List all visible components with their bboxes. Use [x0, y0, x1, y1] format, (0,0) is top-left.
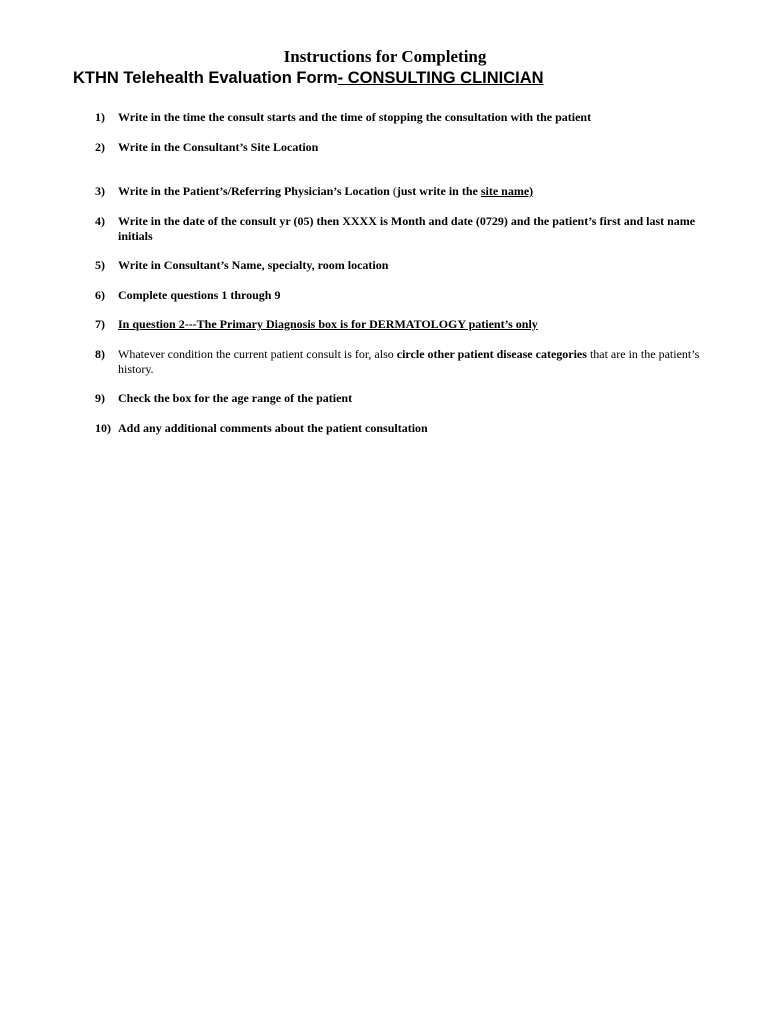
item-text: [118, 347, 705, 377]
item-number: 3): [95, 184, 105, 198]
item-number: 5): [95, 258, 105, 272]
page-title: Instructions for Completing: [283, 47, 487, 66]
item-number: 2): [95, 140, 105, 154]
item-text-part: that are in the patient’s history.: [118, 347, 700, 376]
item-text: In question 2---The Primary Diagnosis box is for DERMATOLOGY patient’s only: [118, 317, 538, 331]
item-text: Check the box for the age range of the patient: [118, 391, 353, 405]
form-title: [73, 68, 544, 88]
instruction-item-2: [95, 140, 705, 155]
item-text: Write in Consultant’s Name, specialty, room location: [118, 258, 389, 272]
item-text: [118, 184, 705, 199]
item-number: 7): [95, 317, 105, 331]
instruction-item-10: [95, 421, 705, 436]
instruction-item-1: [95, 110, 705, 125]
instruction-item-4: [95, 214, 705, 244]
item-number: 6): [95, 288, 105, 302]
instruction-item-7: [95, 317, 705, 332]
instruction-item-3: [95, 184, 705, 199]
item-text-part: site name): [480, 184, 534, 198]
instruction-item-6: [95, 288, 705, 303]
item-text: Add any additional comments about the patient consultation: [118, 421, 428, 435]
item-number: 4): [95, 214, 105, 228]
item-text-part: circle other patient disease categories: [396, 347, 587, 361]
item-text-part: (: [389, 184, 397, 198]
item-text-part: just write in the: [396, 184, 481, 198]
item-number: 8): [95, 347, 105, 361]
instruction-item-8: [95, 347, 705, 377]
form-title-role: - CONSULTING CLINICIAN: [337, 69, 544, 87]
item-text: Complete questions 1 through 9: [118, 288, 281, 302]
instruction-item-5: [95, 258, 705, 273]
item-text: Write in the date of the consult yr (05) then XXXX is Month and date (0729) and the patient’s first and last name initials: [118, 214, 696, 243]
item-text: Write in the Consultant’s Site Location: [118, 140, 319, 154]
item-number: 1): [95, 110, 105, 124]
item-text: Write in the time the consult starts and the time of stopping the consultation with the patient: [118, 110, 592, 124]
item-number: 10): [95, 421, 111, 435]
item-text-part: Write in the Patient’s/Referring Physician’s Location: [118, 184, 390, 198]
item-number: 9): [95, 391, 105, 405]
form-title-name: KTHN Telehealth Evaluation Form: [73, 69, 338, 87]
instruction-item-9: [95, 391, 705, 406]
item-text-part: Whatever condition the current patient consult is for, also: [118, 347, 397, 361]
